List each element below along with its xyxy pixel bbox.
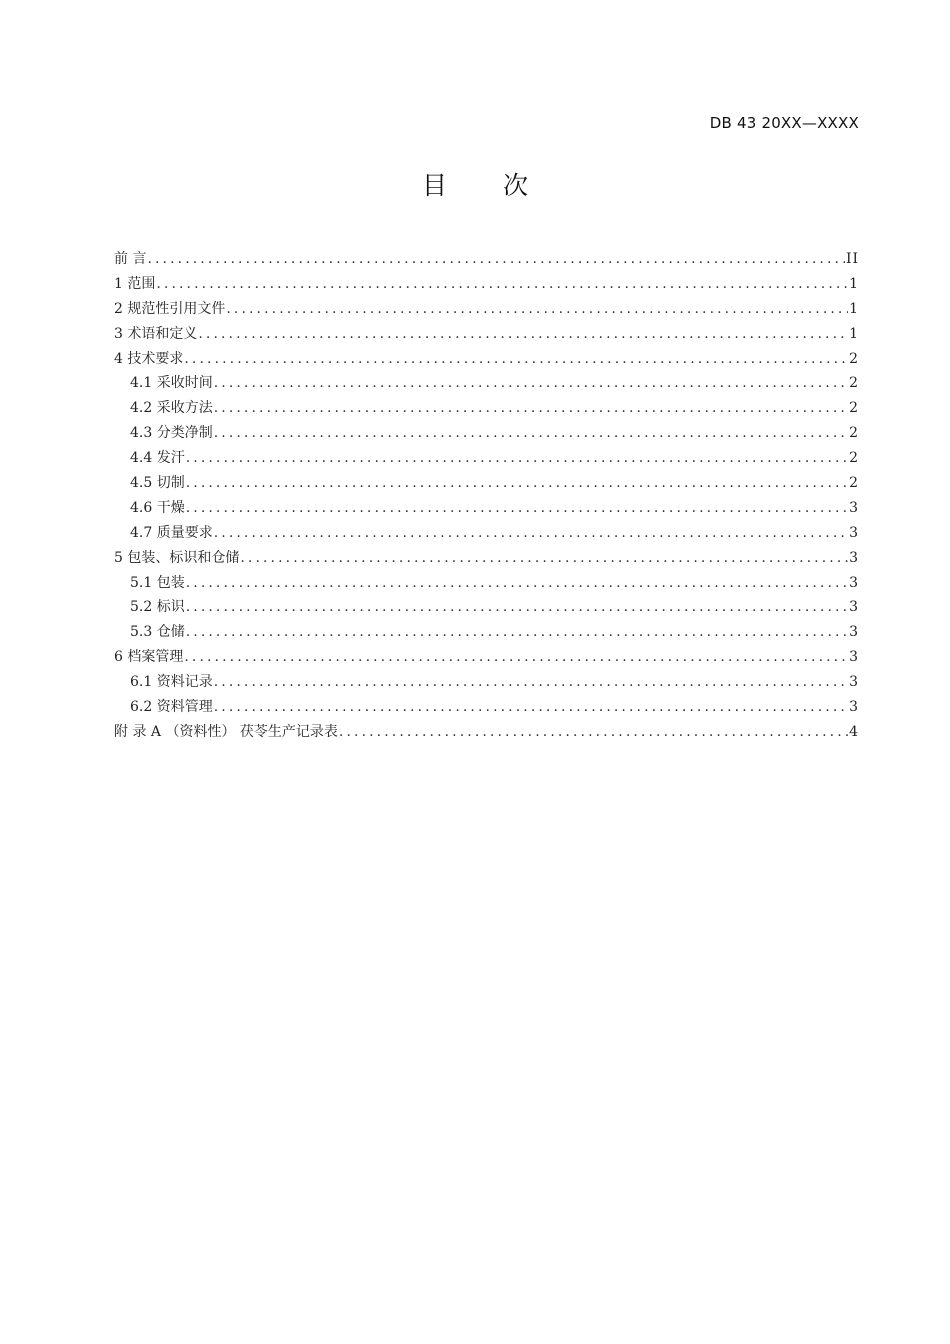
toc-entry-label: 4.2 采收方法 — [130, 400, 213, 417]
toc-entry-storage[interactable] — [114, 621, 859, 646]
toc-dot-leader — [186, 500, 848, 516]
toc-entry-page: 3 — [849, 499, 859, 516]
toc-entry-data-management[interactable] — [114, 696, 859, 721]
toc-entry-terms-definitions[interactable] — [114, 323, 859, 348]
toc-dot-leader — [214, 425, 848, 441]
toc-dot-leader — [214, 400, 848, 416]
toc-entry-page: 3 — [849, 524, 859, 541]
toc-entry-data-recording[interactable] — [114, 671, 859, 696]
toc-entry-page: 1 — [849, 275, 859, 292]
toc-entry-page: 3 — [849, 599, 859, 616]
toc-entry-label: 3 术语和定义 — [114, 325, 198, 342]
toc-entry-page: 4 — [849, 723, 859, 740]
toc-dot-leader — [156, 276, 848, 292]
toc-entry-page: 2 — [849, 400, 859, 417]
toc-entry-harvest-time[interactable] — [114, 372, 859, 397]
toc-entry-label: 2 规范性引用文件 — [114, 300, 226, 317]
toc-dot-leader — [339, 724, 848, 740]
toc-entry-page: 3 — [849, 649, 859, 666]
toc-dot-leader — [147, 251, 844, 267]
toc-entry-page: 3 — [849, 624, 859, 641]
toc-entry-drying[interactable] — [114, 497, 859, 522]
toc-entry-scope[interactable] — [114, 273, 859, 298]
toc-dot-leader — [214, 375, 848, 391]
toc-entry-label: 4.7 质量要求 — [130, 524, 213, 541]
toc-dot-leader — [198, 326, 848, 342]
toc-entry-label: 4.5 切制 — [130, 475, 185, 492]
toc-dot-leader — [184, 351, 848, 367]
toc-entry-records-management[interactable] — [114, 646, 859, 671]
document-code: DB 43 20XX—XXXX — [709, 114, 859, 132]
toc-dot-leader — [214, 525, 848, 541]
toc-entry-page: 3 — [849, 549, 859, 566]
toc-dot-leader — [186, 475, 848, 491]
toc-entry-sweating[interactable] — [114, 447, 859, 472]
toc-entry-label: 1 范围 — [114, 275, 156, 292]
toc-dot-leader — [226, 301, 848, 317]
toc-entry-label: 4.1 采收时间 — [130, 375, 213, 392]
toc-entry-label: 6 档案管理 — [114, 649, 184, 666]
toc-entry-labeling[interactable] — [114, 596, 859, 621]
toc-dot-leader — [214, 674, 848, 690]
toc-entry-cutting[interactable] — [114, 472, 859, 497]
toc-dot-leader — [186, 450, 848, 466]
toc-entry-label: 附 录 A （资料性） 茯苓生产记录表 — [114, 723, 338, 740]
toc-entry-label: 4.3 分类净制 — [130, 425, 213, 442]
toc-entry-page: 2 — [849, 450, 859, 467]
toc-dot-leader — [186, 599, 848, 615]
toc-entry-quality-requirements[interactable] — [114, 522, 859, 547]
toc-entry-page: II — [845, 251, 859, 267]
toc-entry-label: 4.6 干燥 — [130, 499, 185, 516]
toc-entry-appendix-a[interactable] — [114, 721, 859, 746]
toc-entry-label: 6.1 资料记录 — [130, 674, 213, 691]
toc-entry-sorting-cleaning[interactable] — [114, 422, 859, 447]
toc-entry-harvest-method[interactable] — [114, 397, 859, 422]
toc-entry-page: 1 — [849, 300, 859, 317]
toc-entry-packaging[interactable] — [114, 572, 859, 597]
toc-dot-leader — [184, 649, 848, 665]
toc-entry-technical-requirements[interactable] — [114, 348, 859, 373]
toc-dot-leader — [186, 575, 848, 591]
table-of-contents — [114, 248, 859, 746]
toc-entry-page: 3 — [849, 574, 859, 591]
toc-entry-page: 2 — [849, 425, 859, 442]
toc-entry-normative-references[interactable] — [114, 298, 859, 323]
toc-entry-foreword[interactable] — [114, 248, 859, 273]
toc-entry-page: 3 — [849, 674, 859, 691]
page-title: 目 次 — [422, 171, 552, 200]
toc-entry-page: 3 — [849, 699, 859, 716]
toc-entry-label: 4 技术要求 — [114, 350, 184, 367]
toc-entry-label: 4.4 发汗 — [130, 450, 185, 467]
toc-dot-leader — [186, 624, 848, 640]
toc-entry-label: 5.2 标识 — [130, 599, 185, 616]
toc-dot-leader — [240, 550, 848, 566]
toc-entry-label: 5.3 仓储 — [130, 624, 185, 641]
toc-entry-page: 2 — [849, 375, 859, 392]
toc-entry-packaging-labeling-storage[interactable] — [114, 547, 859, 572]
toc-dot-leader — [214, 699, 848, 715]
toc-entry-label: 5 包装、标识和仓储 — [114, 549, 240, 566]
toc-entry-label: 6.2 资料管理 — [130, 699, 213, 716]
toc-entry-label: 前 言 — [114, 251, 147, 267]
toc-entry-label: 5.1 包装 — [130, 574, 185, 591]
toc-entry-page: 1 — [849, 325, 859, 342]
toc-entry-page: 2 — [849, 475, 859, 492]
toc-entry-page: 2 — [849, 350, 859, 367]
